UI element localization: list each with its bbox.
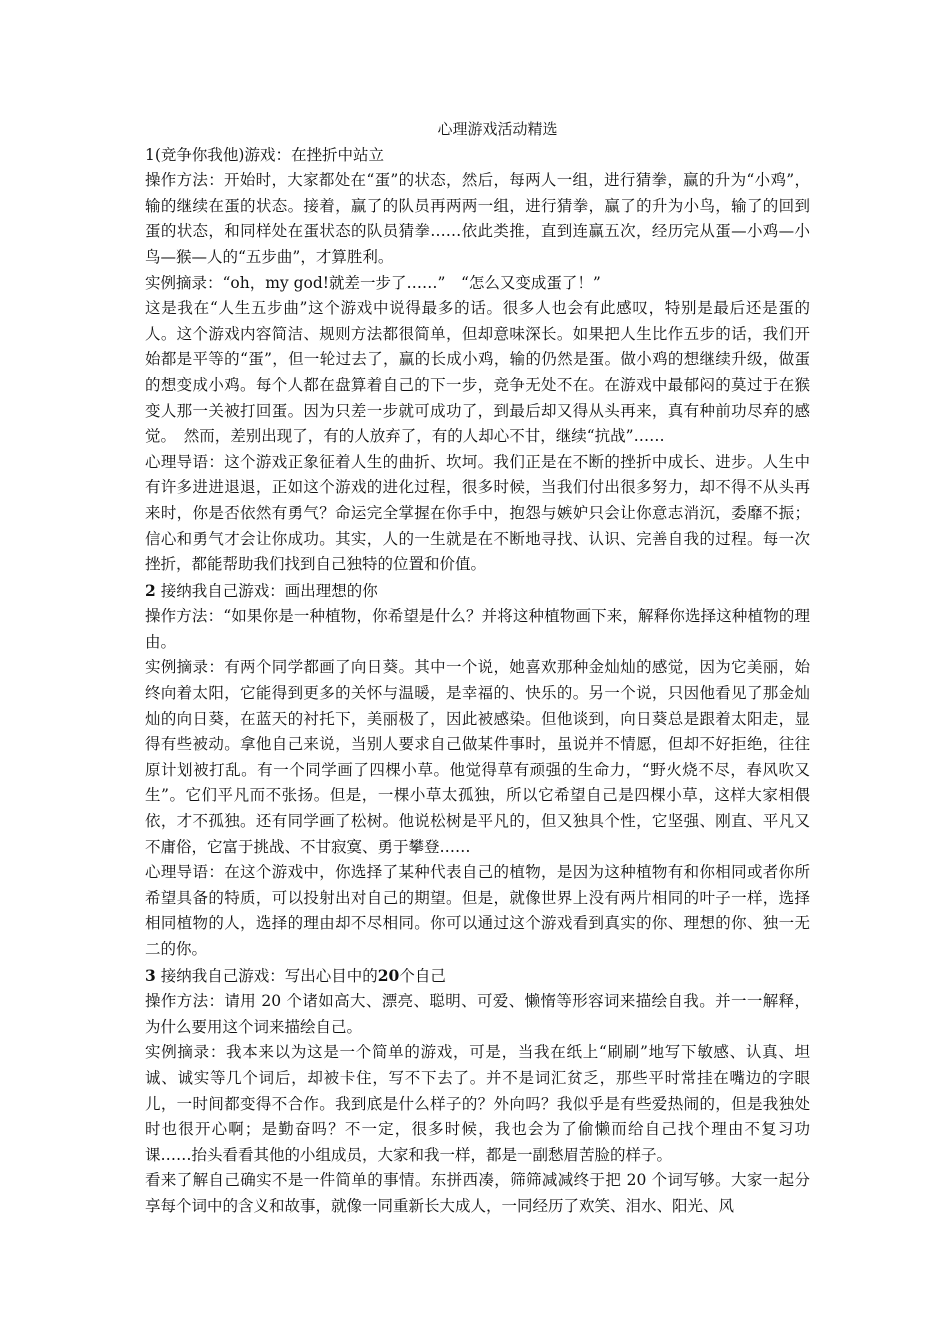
section-2-heading bbox=[145, 578, 810, 605]
section-1-example: 实例摘录：“oh，my god!就差一步了……” “怎么又变成蛋了！” bbox=[145, 273, 601, 292]
section-1-guide: 心理导语：这个游戏正象征着人生的曲折、坎坷。我们正是在不断的挫折中成长、进步。人生中有许多进进退退，正如这个游戏的进化过程，很多时候，当我们付出很多努力，却不得不从头再来时，你是否依然有勇气？命运完全掌握在你手中，抱怨与嫉妒只会让你意志消沉，委靡不振；信心和勇气才会让你成功。其实，人的一生就是在不断地寻找、认识、完善自我的过程。每一次挫折，都能帮助我们找到自己独特的位置和价值。 bbox=[145, 452, 810, 574]
section-3-heading bbox=[145, 963, 810, 990]
section-3-body: 看来了解自己确实不是一件简单的事情。东拼西凑，筛筛减减终于把 20 个词写够。大家一起分享每个词中的含义和故事，就像一同重新长大成人，一同经历了欢笑、泪水、阳光、风 bbox=[145, 1171, 810, 1215]
section-2-method: 操作方法：“如果你是一种植物，你希望是什么？并将这种植物画下来，解释你选择这种植物的理由。 bbox=[145, 607, 810, 651]
section-1-heading: 1(竞争你我他)游戏：在挫折中站立 bbox=[145, 145, 384, 164]
section-2-number: 2 bbox=[145, 580, 156, 600]
section-2-title: 接纳我自己游戏：画出理想的你 bbox=[155, 581, 378, 600]
section-3-method: 操作方法：请用 20 个诸如高大、漂亮、聪明、可爱、懒惰等形容词来描绘自我。并一一解释，为什么要用这个词来描绘自己。 bbox=[145, 992, 810, 1036]
section-3-title: 接纳我自己游戏：写出心目中的 bbox=[155, 966, 378, 985]
section-3-count: 20 bbox=[377, 965, 400, 985]
section-1-method: 操作方法：开始时，大家都处在“蛋”的状态，然后，每两人一组，进行猜拳，赢的升为“小鸡”，输的继续在蛋的状态。接着，赢了的队员再两两一组，进行猜拳，赢了的升为小鸟，输了的回到蛋的状态，和同样处在蛋状态的队员猜拳……依此类推，直到连赢五次，经历完从蛋—小鸡—小鸟—猴—人的“五步曲”，才算胜利。 bbox=[145, 171, 810, 266]
document-title: 心理游戏活动精选 bbox=[437, 120, 558, 138]
section-1-body: 这是我在“人生五步曲”这个游戏中说得最多的话。很多人也会有此感叹，特别是最后还是蛋的人。这个游戏内容简洁、规则方法都很简单，但却意味深长。如果把人生比作五步的话，我们开始都是平等的“蛋”，但一轮过去了，赢的长成小鸡，输的仍然是蛋。做小鸡的想继续升级，做蛋的想变成小鸡。每个人都在盘算着自己的下一步，竞争无处不在。在游戏中最郁闷的莫过于在猴变人那一关被打回蛋。因为只差一步就可成功了，到最后却又得从头再来，真有种前功尽弃的感觉。 然而，差别出现了，有的人放弃了，有的人却心不甘，继续“抗战”…… bbox=[145, 299, 810, 446]
section-2-example: 实例摘录：有两个同学都画了向日葵。其中一个说，她喜欢那种金灿灿的感觉，因为它美丽，始终向着太阳，它能得到更多的关怀与温暖，是幸福的、快乐的。另一个说，只因他看见了那金灿灿的向日葵，在蓝天的衬托下，美丽极了，因此被感染。但他谈到，向日葵总是跟着太阳走，显得有些被动。拿他自己来说，当别人要求自己做某件事时，虽说并不情愿，但却不好拒绝，往往原计划被打乱。有一个同学画了四棵小草。他觉得草有顽强的生命力，“野火烧不尽，春风吹又生”。它们平凡而不张扬。但是，一棵小草太孤独，所以它希望自己是四棵小草，这样大家相偎依，才不孤独。还有同学画了松树。他说松树是平凡的，但又独具个性，它坚强、刚直、平凡又不庸俗，它富于挑战、不甘寂寞、勇于攀登…… bbox=[145, 658, 810, 856]
section-3-example: 实例摘录：我本来以为这是一个简单的游戏，可是，当我在纸上“刷刷”地写下敏感、认真、坦诚、诚实等几个词后，却被卡住，写不下去了。并不是词汇贫乏，那些平时常挂在嘴边的字眼儿，一时间都变得不合作。我到底是什么样子的？外向吗？我似乎是有些爱热闹的，但是我独处时也很开心啊；是勤奋吗？不一定，很多时候，我也会为了偷懒而给自己找个理由不复习功课……抬头看看其他的小组成员，大家和我一样，都是一副愁眉苦脸的样子。 bbox=[145, 1043, 810, 1164]
document-page bbox=[145, 117, 810, 1220]
section-3-title-tail: 个自己 bbox=[399, 966, 446, 985]
section-2-guide: 心理导语：在这个游戏中，你选择了某种代表自己的植物，是因为这种植物有和你相同或者你所希望具备的特质，可以投射出对自己的期望。但是，就像世界上没有两片相同的叶子一样，选择相同植物的人，选择的理由却不尽相同。你可以通过这个游戏看到真实的你、理想的你、独一无二的你。 bbox=[145, 863, 810, 958]
section-3-number: 3 bbox=[145, 965, 156, 985]
